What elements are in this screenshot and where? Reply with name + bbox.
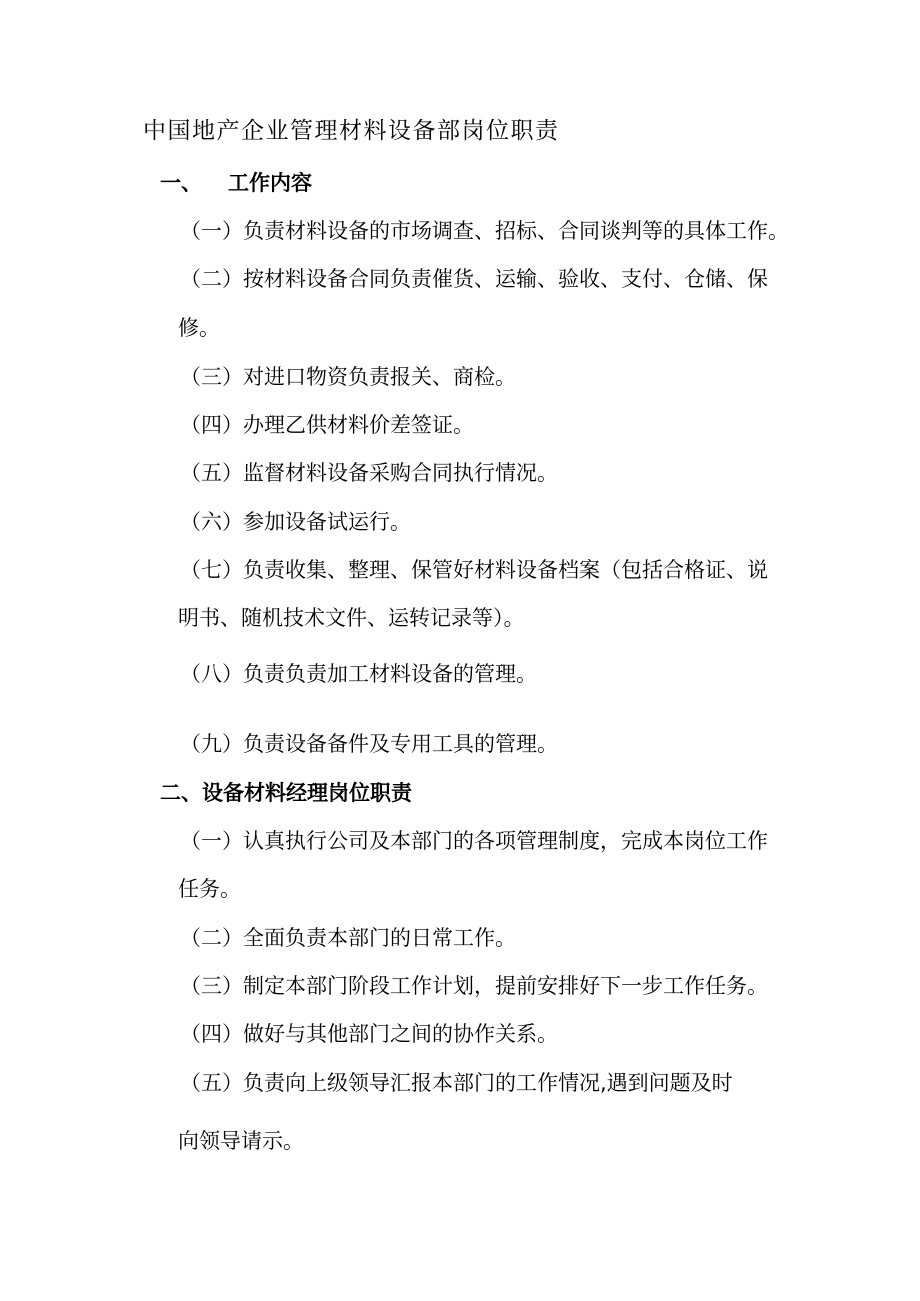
- section-1-item: （一）负责材料设备的市场调查、招标、合同谈判等的具体工作。: [180, 219, 789, 243]
- section-2-item: （五）负责向上级领导汇报本部门的工作情况,遇到问题及时: [180, 1071, 733, 1095]
- document-title: 中国地产企业管理材料设备部岗位职责: [143, 118, 560, 144]
- section-1-item: （三）对进口物资负责报关、商检。: [180, 365, 516, 389]
- section-1-item-continuation: 明书、随机技术文件、运转记录等）。: [178, 606, 525, 630]
- section-1-item-continuation: 修。: [178, 316, 220, 340]
- section-1-number: 一、: [160, 171, 202, 195]
- section-2-item: （四）做好与其他部门之间的协作关系。: [180, 1022, 558, 1046]
- section-1-item: （九）负责设备备件及专用工具的管理。: [180, 732, 558, 756]
- section-2-item-continuation: 向领导请示。: [178, 1129, 304, 1153]
- section-2-item: （一）认真执行公司及本部门的各项管理制度，完成本岗位工作: [180, 829, 768, 853]
- section-1-item: （二）按材料设备合同负责催货、运输、验收、支付、仓储、保: [180, 267, 768, 291]
- section-2-item: （二）全面负责本部门的日常工作。: [180, 926, 516, 950]
- section-1-title: 工作内容: [228, 171, 312, 195]
- section-1-item: （六）参加设备试运行。: [180, 510, 411, 534]
- section-2-item-continuation: 任务。: [178, 877, 241, 901]
- section-2-heading: 二、设备材料经理岗位职责: [160, 781, 412, 805]
- section-1-item: （五）监督材料设备采购合同执行情况。: [180, 461, 558, 485]
- section-1-item: （八）负责负责加工材料设备的管理。: [180, 662, 537, 686]
- section-2-item: （三）制定本部门阶段工作计划，提前安排好下一步工作任务。: [180, 974, 768, 998]
- section-1-item: （七）负责收集、整理、保管好材料设备档案（包括合格证、说: [180, 558, 768, 582]
- section-1-item: （四）办理乙供材料价差签证。: [180, 413, 474, 437]
